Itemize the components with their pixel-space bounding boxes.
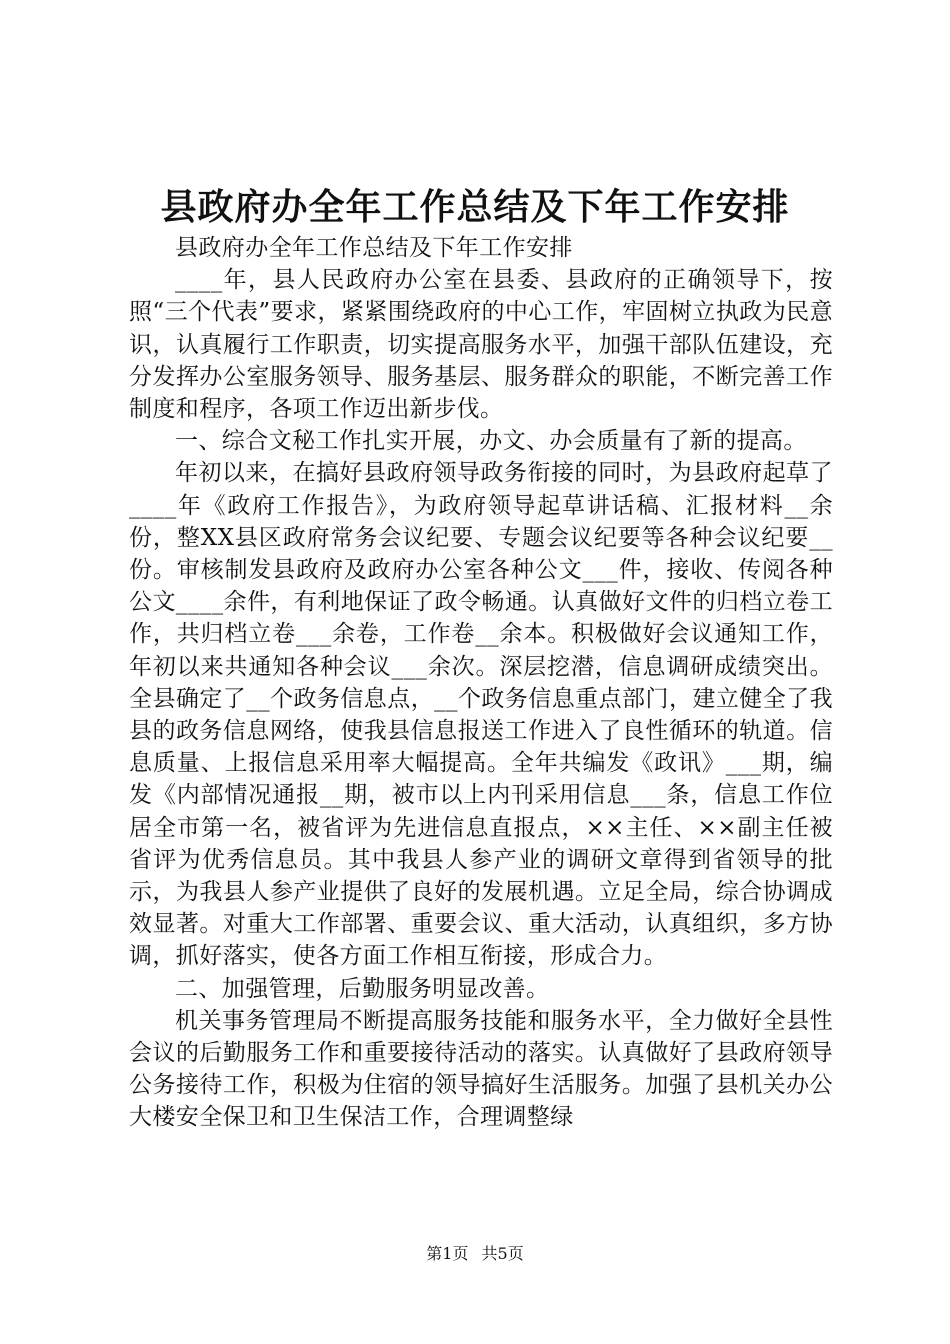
page-number: 第1页 xyxy=(426,1244,469,1263)
section-heading-1: 一、综合文秘工作扎实开展，办文、办会质量有了新的提高。 xyxy=(175,428,807,455)
paragraph-intro: ____年，县人民政府办公室在县委、县政府的正确领导下，按照“三个代表”要求，紧紧围绕政府的中心工作，牢固树立执政为民意识，认真履行工作职责，切实提高服务水平，加强干部队伍建设，充分发挥办公室服务领导、服务基层、服务群众的职能，不断完善工作制度和程序，各项工作迈出新步伐。 xyxy=(129,267,833,423)
document-title: 县政府办全年工作总结及下年工作安排 xyxy=(160,186,790,228)
page-footer xyxy=(0,1243,950,1265)
paragraph-subtitle: 县政府办全年工作总结及下年工作安排 xyxy=(175,235,573,261)
section-heading-2: 二、加强管理，后勤服务明显改善。 xyxy=(175,975,550,1002)
document-body xyxy=(129,232,833,1134)
paragraph-section-1: 年初以来，在搞好县政府领导政务衔接的同时，为县政府起草了____年《政府工作报告》，为政府领导起草讲话稿、汇报材料__余份，整XX县区政府常务会议纪要、专题会议纪要等各种会议纪要__份。审核制发县政府及政府办公室各种公文___件，接收、传阅各种公文____余件，有利地保证了政令畅通。认真做好文件的归档立卷工作，共归档立卷___余卷，工作卷__余本。积极做好会议通知工作，年初以来共通知各种会议___余次。深层挖潜，信息调研成绩突出。全县确定了__个政务信息点，__个政务信息重点部门，建立健全了我县的政务信息网络，使我县信息报送工作进入了良性循环的轨道。信息质量、上报信息采用率大幅提高。全年共编发《政讯》___期，编发《内部情况通报__期，被市以上内刊采用信息___条，信息工作位居全市第一名，被省评为先进信息直报点，××主任、××副主任被省评为优秀信息员。其中我县人参产业的调研文章得到省领导的批示，为我县人参产业提供了良好的发展机遇。立足全局，综合协调成效显著。对重大工作部署、重要会议、重大活动，认真组织，多方协调，抓好落实，使各方面工作相互衔接，形成合力。 xyxy=(129,460,833,970)
paragraph-section-2: 机关事务管理局不断提高服务技能和服务水平，全力做好全县性会议的后勤服务工作和重要接待活动的落实。认真做好了县政府领导公务接待工作，积极为住宿的领导搞好生活服务。加强了县机关办公大楼安全保卫和卫生保洁工作，合理调整绿 xyxy=(129,1007,833,1131)
page-total: 共5页 xyxy=(481,1244,524,1263)
